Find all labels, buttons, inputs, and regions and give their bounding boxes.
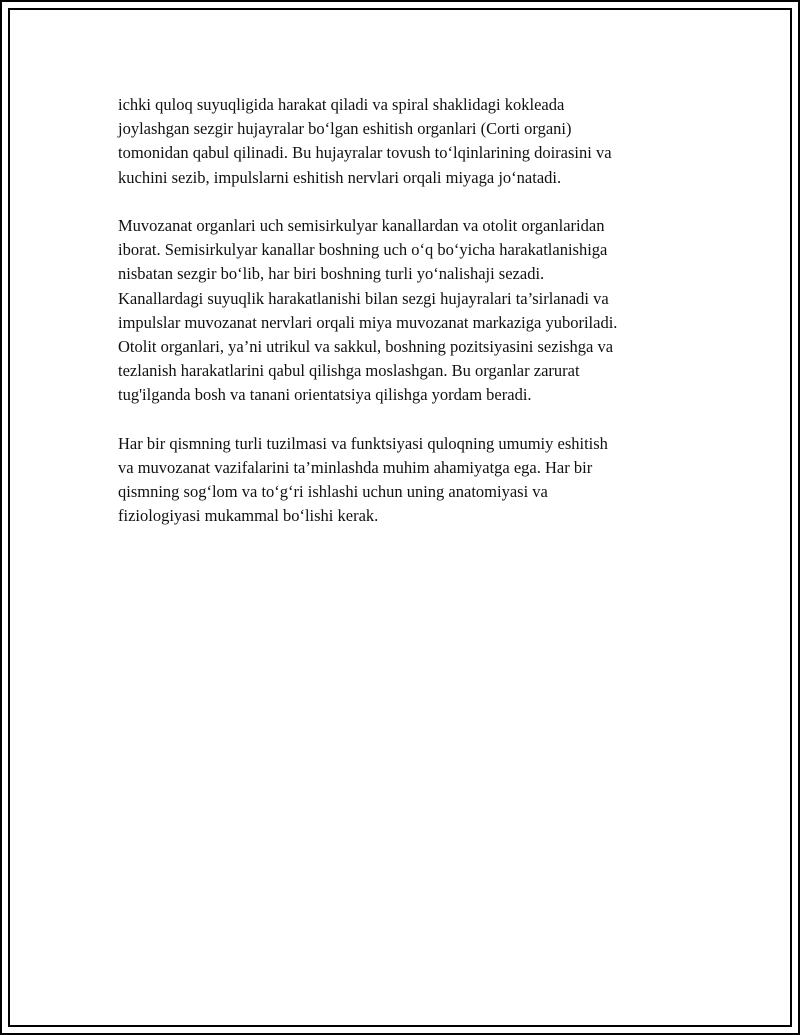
paragraph-2 — [118, 214, 693, 408]
paragraph-line: qismning sog‘lom va to‘g‘ri ishlashi uchun uning anatomiyasi va — [118, 482, 548, 502]
paragraph-line: tug'ilganda bosh va tanani orientatsiya qilishga yordam beradi. — [118, 385, 532, 405]
paragraph-line: kuchini sezib, impulslarni eshitish nervlari orqali miyaga jo‘natadi. — [118, 167, 562, 187]
paragraph-line: iborat. Semisirkulyar kanallar boshning uch o‘q bo‘yicha harakatlanishiga — [118, 240, 608, 260]
paragraph-line: Muvozanat organlari uch semisirkulyar kanallardan va otolit organlaridan — [118, 216, 605, 235]
paragraph-line: Har bir qismning turli tuzilmasi va funktsiyasi quloqning umumiy eshitish — [118, 433, 608, 453]
paragraph-line: Kanallardagi suyuqlik harakatlanishi bilan sezgi hujayralari ta’sirlanadi va — [118, 288, 609, 308]
paragraph-1 — [118, 93, 693, 190]
paragraph-line: Otolit organlari, ya’ni utrikul va sakkul, boshning pozitsiyasini sezishga va — [118, 337, 614, 357]
document-body — [118, 93, 693, 553]
paragraph-line: tezlanish harakatlarini qabul qilishga moslashgan. Bu organlar zarurat — [118, 361, 580, 381]
paragraph-line: fiziologiyasi mukammal bo‘lishi kerak. — [118, 506, 379, 526]
paragraph-line: va muvozanat vazifalarini ta’minlashda muhim ahamiyatga ega. Har bir — [118, 458, 593, 478]
paragraph-line: nisbatan sezgir bo‘lib, har biri boshning turli yo‘nalishaji sezadi. — [118, 264, 545, 284]
paragraph-line: impulslar muvozanat nervlari orqali miya muvozanat markaziga yuboriladi. — [118, 312, 618, 332]
paragraph-line: tomonidan qabul qilinadi. Bu hujayralar tovush to‘lqinlarining doirasini va — [118, 143, 612, 163]
paragraph-3 — [118, 432, 693, 529]
paragraph-line: joylashgan sezgir hujayralar bo‘lgan eshitish organlari (Corti organi) — [118, 119, 572, 139]
paragraph-line: ichki quloq suyuqligida harakat qiladi va spiral shaklidagi kokleada — [118, 95, 565, 114]
